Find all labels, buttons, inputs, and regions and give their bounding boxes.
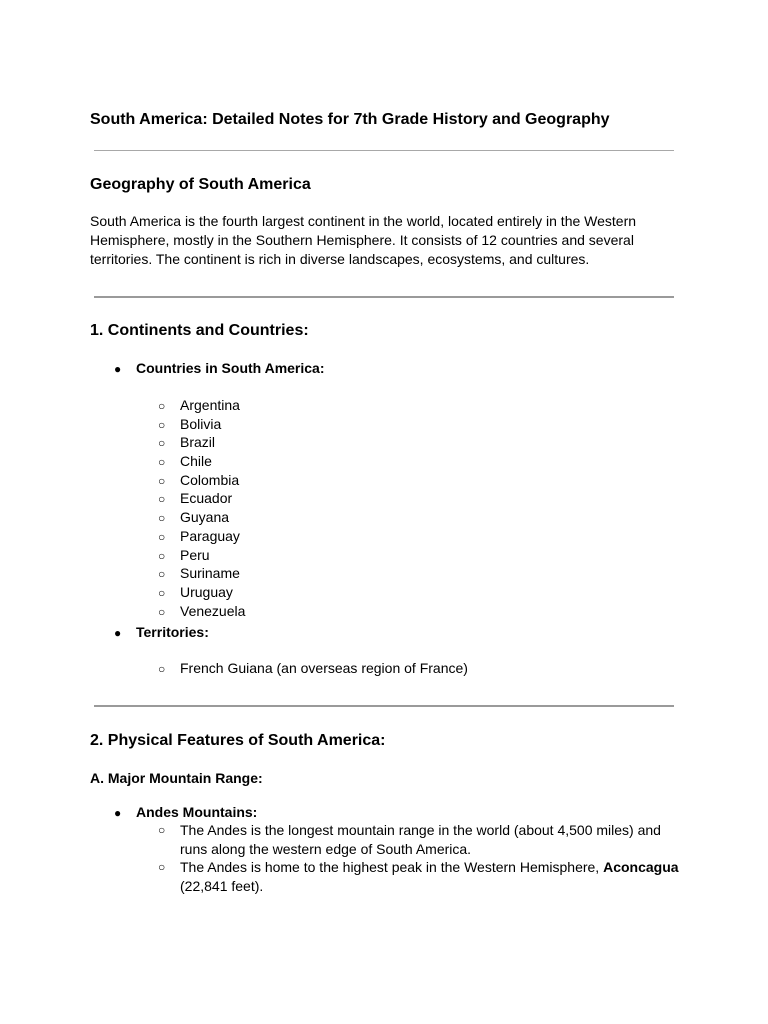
paragraph-line: South America is the fourth largest continent in the world, located entirely in the Western: [90, 213, 637, 229]
list-item: ○ Venezuela: [158, 602, 245, 621]
countries-label: Countries in South America:: [136, 360, 325, 376]
bullet-icon: ●: [114, 806, 122, 820]
territories-bullet: [114, 623, 209, 642]
andes-fact-line: (22,841 feet).: [180, 877, 264, 894]
andes-label: Andes Mountains:: [136, 804, 258, 820]
circle-bullet-icon: ○: [158, 604, 166, 619]
circle-bullet-icon: ○: [158, 436, 166, 451]
paragraph-line: Hemisphere, mostly in the Southern Hemisphere. It consists of 12 countries and several: [90, 232, 634, 248]
bullet-icon: ●: [114, 362, 122, 376]
list-item: ○ Paraguay: [158, 527, 245, 546]
bullet-icon: ●: [114, 626, 122, 640]
circle-bullet-icon: ○: [158, 399, 166, 413]
list-item: ○ Uruguay: [158, 583, 245, 602]
circle-bullet-icon: ○: [158, 662, 166, 676]
circle-bullet-icon: ○: [158, 492, 166, 507]
list-item: ○ Chile: [158, 452, 245, 471]
list-item: [158, 858, 679, 895]
mountain-subheading: A. Major Mountain Range:: [90, 770, 263, 786]
andes-fact-line: runs along the western edge of South America.: [180, 840, 472, 857]
circle-bullet-icon: ○: [158, 823, 166, 837]
circle-bullet-icon: ○: [158, 548, 166, 563]
list-item: ○ Brazil: [158, 433, 245, 452]
countries-bullet: [114, 359, 325, 378]
circle-bullet-icon: ○: [158, 511, 166, 526]
andes-fact-line: The Andes is the longest mountain range in the world (about 4,500 miles) and: [180, 822, 661, 838]
list-item: ○ Suriname: [158, 564, 245, 583]
divider: [94, 705, 674, 707]
list-item: ○ Guyana: [158, 508, 245, 527]
circle-bullet-icon: ○: [158, 417, 166, 432]
list-item: ○ Argentina: [158, 396, 245, 415]
circle-bullet-icon: ○: [158, 473, 166, 488]
circle-bullet-icon: ○: [158, 529, 166, 544]
list-item: ○ Bolivia: [158, 415, 245, 434]
aconcagua-bold: Aconcagua: [603, 859, 679, 875]
andes-list: [158, 821, 679, 895]
list-item: [158, 821, 675, 858]
geography-heading: Geography of South America: [90, 176, 311, 193]
divider: [94, 296, 674, 298]
document-title: South America: Detailed Notes for 7th Grade History and Geography: [90, 111, 610, 128]
circle-bullet-icon: ○: [158, 585, 166, 600]
divider: [94, 150, 674, 151]
list-item: ○ Peru: [158, 546, 245, 565]
list-item: ○ Colombia: [158, 471, 245, 490]
paragraph-line: territories. The continent is rich in diverse landscapes, ecosystems, and cultures.: [90, 251, 590, 267]
geography-paragraph: [90, 212, 675, 269]
section1-heading: 1. Continents and Countries:: [90, 322, 309, 339]
circle-bullet-icon: ○: [158, 860, 166, 874]
section2-heading: 2. Physical Features of South America:: [90, 732, 386, 749]
list-item: ○ French Guiana (an overseas region of France): [158, 659, 468, 678]
andes-bullet: [114, 803, 257, 822]
countries-list: [158, 396, 245, 620]
circle-bullet-icon: ○: [158, 455, 166, 470]
andes-fact-text: The Andes is home to the highest peak in the Western Hemisphere,: [180, 859, 604, 875]
list-item: ○ Ecuador: [158, 489, 245, 508]
territories-label: Territories:: [136, 624, 209, 640]
territories-list: [158, 659, 468, 678]
circle-bullet-icon: ○: [158, 567, 166, 582]
